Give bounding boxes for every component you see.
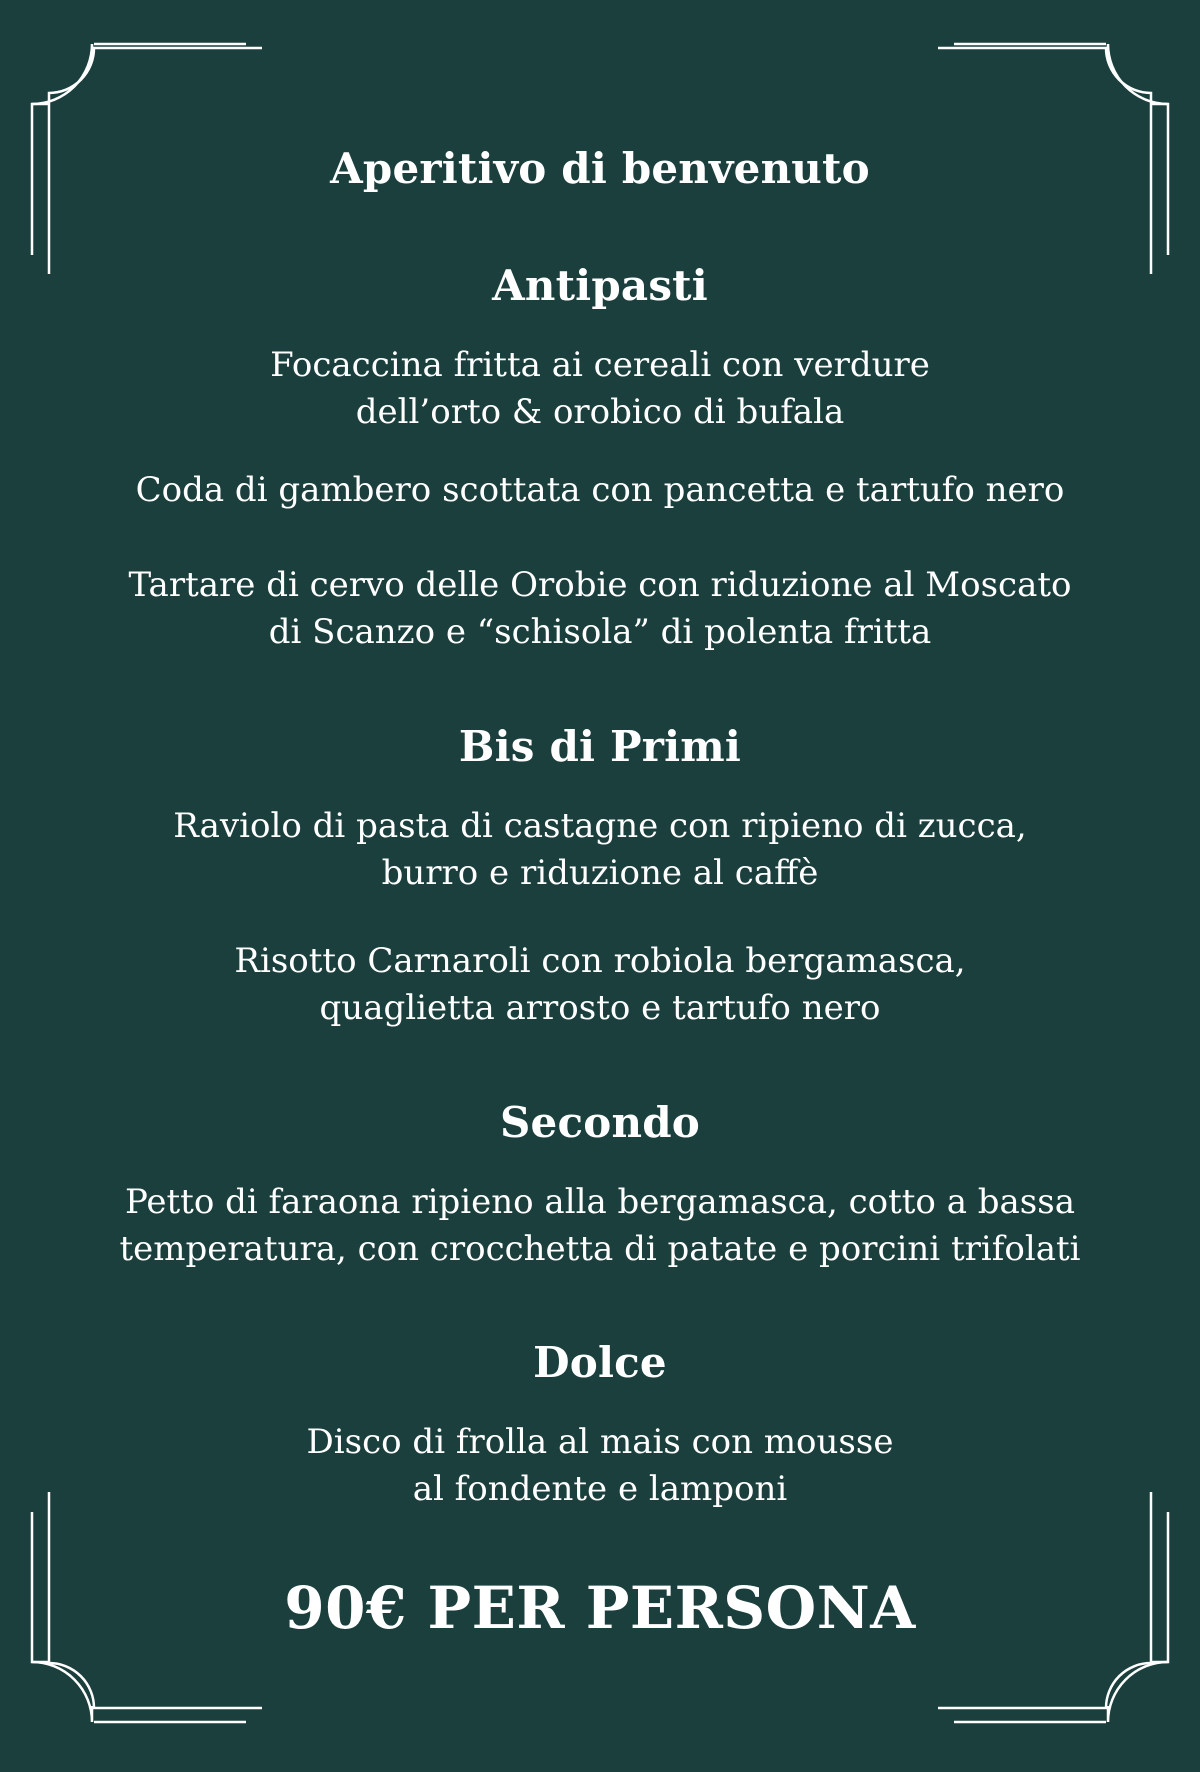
primi-dish-2-line-1: Risotto Carnaroli con robiola bergamasca, [234,941,966,981]
antipasti-heading: Antipasti [492,261,708,310]
primi-heading: Bis di Primi [458,722,742,771]
antipasti-dish-1-line-2: dell’orto & orobico di bufala [355,392,845,432]
secondo-dish-1-line-1: Petto di faraona ripieno alla bergamasca, cotto a bassa [125,1182,1075,1222]
antipasti-dish-3-line-1: Tartare di cervo delle Orobie con riduzione al Moscato [128,565,1072,605]
antipasti-dish-3-line-2: di Scanzo e “schisola” di polenta fritta [268,612,932,652]
price-per-person: 90€ PER PERSONA [284,1574,916,1642]
secondo-heading: Secondo [500,1098,700,1147]
primi-dish-2-line-2: quaglietta arrosto e tartufo nero [319,988,881,1028]
secondo-dish-1-line-2: temperatura, con crocchetta di patate e porcini trifolati [119,1229,1081,1269]
dolce-dish-1-line-2: al fondente e lamponi [412,1469,788,1509]
dolce-dish-1-line-1: Disco di frolla al mais con mousse [306,1422,894,1462]
primi-dish-1-line-2: burro e riduzione al caffè [381,853,819,893]
dolce-heading: Dolce [533,1338,667,1387]
antipasti-dish-2-line-1: Coda di gambero scottata con pancetta e tartufo nero [135,470,1065,510]
primi-dish-1-line-1: Raviolo di pasta di castagne con ripieno di zucca, [173,806,1027,846]
welcome-heading: Aperitivo di benvenuto [330,144,870,193]
antipasti-dish-1-line-1: Focaccina fritta ai cereali con verdure [270,345,930,385]
